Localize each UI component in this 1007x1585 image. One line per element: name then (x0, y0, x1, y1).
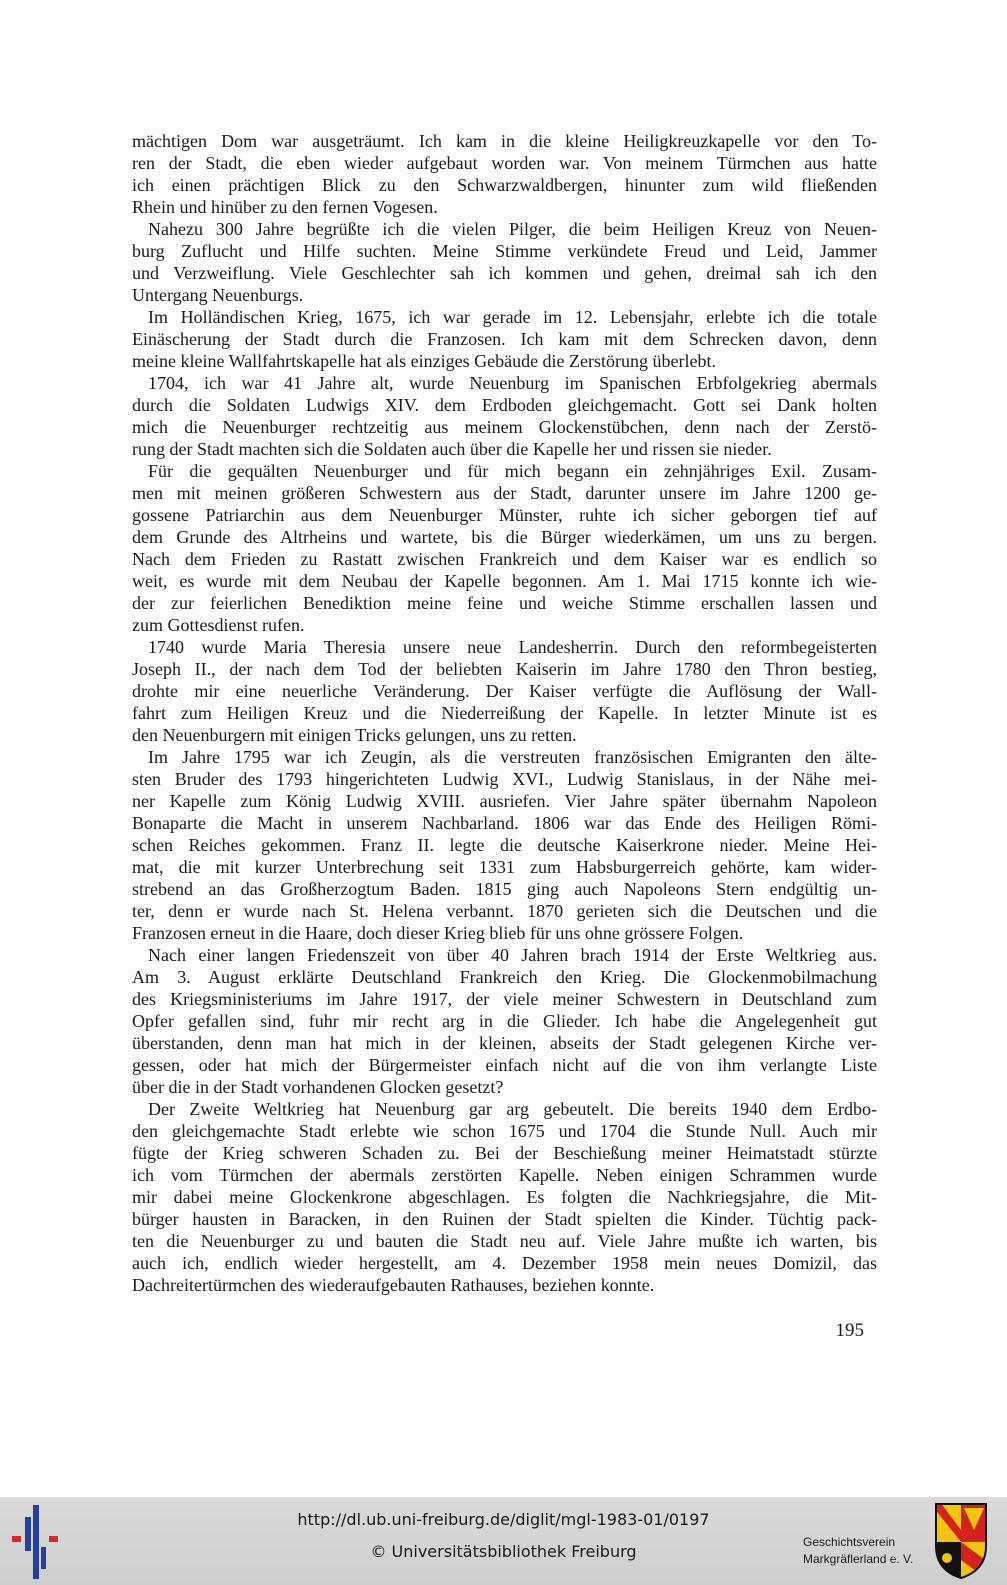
text-line: Franzosen erneut in die Haare, doch dieser Krieg blieb für uns ohne grössere Folgen. (132, 923, 744, 943)
society-name (803, 1534, 913, 1568)
text-line: rung der Stadt machten sich die Soldaten auch über die Kapelle her und rissen sie nieder. (132, 439, 772, 459)
text-line: schen Reiches gekommen. Franz II. legte die deutsche Kaiserkrone nieder. Meine Hei- (132, 835, 877, 855)
text-line: mich die Neuenburger rechtzeitig aus meinem Glockenstübchen, denn nach der Zerstö- (132, 417, 877, 437)
text-line: ten die Neuenburger zu und bauten die Stadt neu auf. Viele Jahre mußte ich warten, bis (132, 1231, 877, 1251)
paragraph (132, 218, 877, 306)
society-name-line2: Markgräflerland e. V. (803, 1552, 914, 1566)
text-line: ich einen prächtigen Blick zu den Schwarzwaldbergen, hinunter zum wild fließenden (132, 175, 877, 195)
text-line: Joseph II., der nach dem Tod der beliebten Kaiserin im Jahre 1780 den Thron bestieg, (132, 659, 877, 679)
text-line: weit, es wurde mit dem Neubau der Kapelle begonnen. Am 1. Mai 1715 konnte ich wie- (132, 571, 877, 591)
body-text (132, 130, 877, 1296)
text-line: dem Grunde des Altrheins und wartete, bis die Bürger wiederkämen, um uns zu bergen. (132, 527, 877, 547)
paragraph (132, 460, 877, 636)
text-line: men mit meinen größeren Schwestern aus der Stadt, darunter unsere im Jahre 1200 ge- (132, 483, 877, 503)
paragraph (132, 746, 877, 944)
text-line: mir dabei meine Glockenkrone abgeschlagen. Es folgten die Nachkriegsjahre, die Mit- (132, 1187, 877, 1207)
text-line: ner Kapelle zum König Ludwig XVIII. ausriefen. Vier Jahre später übernahm Napoleon (132, 791, 877, 811)
text-line: Bonaparte die Macht in unserem Nachbarland. 1806 war das Ende des Heiligen Römi- (132, 813, 877, 833)
text-line: ren der Stadt, die eben wieder aufgebaut worden war. Von meinem Türmchen aus hatte (132, 153, 877, 173)
text-line: Nahezu 300 Jahre begrüßte ich die vielen Pilger, die beim Heiligen Kreuz von Neuen- (148, 219, 877, 239)
text-line: Im Jahre 1795 war ich Zeugin, als die verstreuten französischen Emigranten den älte- (148, 747, 877, 767)
text-line: den gleichgemachte Stadt erlebte wie schon 1675 und 1704 die Stunde Null. Auch mir (132, 1121, 877, 1141)
paragraph (132, 130, 877, 218)
text-line: meine kleine Wallfahrtskapelle hat als einziges Gebäude die Zerstörung überlebt. (132, 351, 716, 371)
copyright-notice: © Universitätsbibliothek Freiburg (370, 1542, 637, 1561)
text-line: Einäscherung der Stadt durch die Franzosen. Ich kam mit dem Schrecken davon, denn (132, 329, 877, 349)
text-line: Opfer gefallen sind, fuhr mir recht arg in die Glieder. Ich habe die Angelegenheit gut (132, 1011, 877, 1031)
paragraph (132, 636, 877, 746)
text-line: und Verzweiflung. Viele Geschlechter sah ich kommen und gehen, dreimal sah ich den (132, 263, 877, 283)
text-line: des Kriegsministeriums im Jahre 1917, der viele meiner Schwestern in Deutschland zum (132, 989, 877, 1009)
text-line: fügte der Krieg schweren Schaden zu. Bei der Beschießung meiner Heimatstadt stürzte (132, 1143, 877, 1163)
paragraph (132, 372, 877, 460)
text-line: gossene Patriarchin aus dem Neuenburger Münster, ruhte ich sicher geborgen tief auf (132, 505, 877, 525)
text-line: drohte mir eine neuerliche Veränderung. Der Kaiser verfügte die Auflösung der Wall- (132, 681, 877, 701)
text-line: 1740 wurde Maria Theresia unsere neue Landesherrin. Durch den reformbegeisterten (148, 637, 877, 657)
text-line: den Neuenburgern mit einigen Tricks gelungen, uns zu retten. (132, 725, 577, 745)
text-line: durch die Soldaten Ludwigs XIV. dem Erdboden gleichgemacht. Gott sei Dank holten (132, 395, 877, 415)
text-line: Dachreitertürmchen des wiederaufgebauten Rathauses, beziehen konnte. (132, 1275, 655, 1295)
permalink-url[interactable]: http://dl.ub.uni-freiburg.de/diglit/mgl-1983-01/0197 (297, 1510, 710, 1529)
text-line: Der Zweite Weltkrieg hat Neuenburg gar arg gebeutelt. Die bereits 1940 dem Erdbo- (148, 1099, 877, 1119)
paragraph (132, 306, 877, 372)
footer-bar (0, 1497, 1007, 1585)
text-line: Am 3. August erklärte Deutschland Frankreich den Krieg. Die Glockenmobilmachung (132, 967, 877, 987)
text-line: Für die gequälten Neuenburger und für mich begann ein zehnjähriges Exil. Zusam- (148, 461, 877, 481)
text-line: Im Holländischen Krieg, 1675, ich war gerade im 12. Lebensjahr, erlebte ich die totale (148, 307, 877, 327)
text-line: Untergang Neuenburgs. (132, 285, 304, 305)
text-line: mat, die mit kurzer Unterbrechung seit 1331 zum Habsburgerreich gehörte, kam wider- (132, 857, 877, 877)
text-line: der zur feierlichen Benediktion meine feine und weiche Stimme erschallen lassen und (132, 593, 877, 613)
text-line: sten Bruder des 1793 hingerichteten Ludwig XVI., Ludwig Stanislaus, in der Nähe mei- (132, 769, 877, 789)
page-number: 195 (835, 1320, 864, 1341)
text-line: gessen, oder hat mich der Bürgermeister einfach nicht auf die von ihm verlangte Liste (132, 1055, 877, 1075)
text-line: Nach dem Frieden zu Rastatt zwischen Frankreich und dem Kaiser war es endlich so (132, 549, 877, 569)
text-line: ich vom Türmchen der abermals zerstörten Kapelle. Neben einigen Schrammen wurde (132, 1165, 877, 1185)
text-line: 1704, ich war 41 Jahre alt, wurde Neuenburg im Spanischen Erbfolgekrieg abermals (148, 373, 877, 393)
coat-of-arms-icon[interactable] (934, 1502, 988, 1580)
text-line: über die in der Stadt vorhandenen Glocken gesetzt? (132, 1077, 504, 1097)
text-line: ter, denn er wurde nach St. Helena verbannt. 1870 gerieten sich die Deutschen und die (132, 901, 877, 921)
text-line: überstanden, denn man hat mich in der kleinen, abseits der Stadt gelegenen Kirche ver- (132, 1033, 877, 1053)
text-line: burg Zuflucht und Hilfe suchten. Meine Stimme verkündete Freud und Leid, Jammer (132, 241, 877, 261)
text-line: mächtigen Dom war ausgeträumt. Ich kam in die kleine Heiligkreuzkapelle vor den To- (132, 131, 877, 151)
text-line: fahrt zum Heiligen Kreuz und die Niederreißung der Kapelle. In letzter Minute ist es (132, 703, 877, 723)
text-line: zum Gottesdienst rufen. (132, 615, 305, 635)
paragraph (132, 944, 877, 1098)
text-line: auch ich, endlich wieder hergestellt, am 4. Dezember 1958 mein neues Domizil, das (132, 1253, 877, 1273)
text-line: Rhein und hinüber zu den fernen Vogesen. (132, 197, 438, 217)
text-line: bürger hausten in Baracken, in den Ruinen der Stadt spielten die Kinder. Tüchtig pack- (132, 1209, 877, 1229)
text-line: Nach einer langen Friedenszeit von über 40 Jahren brach 1914 der Erste Weltkrieg aus. (148, 945, 877, 965)
paragraph (132, 1098, 877, 1296)
society-name-line1: Geschichtsverein (803, 1535, 896, 1549)
text-line: strebend an das Großherzogtum Baden. 1815 ging auch Napoleons Stern endgültig un- (132, 879, 877, 899)
